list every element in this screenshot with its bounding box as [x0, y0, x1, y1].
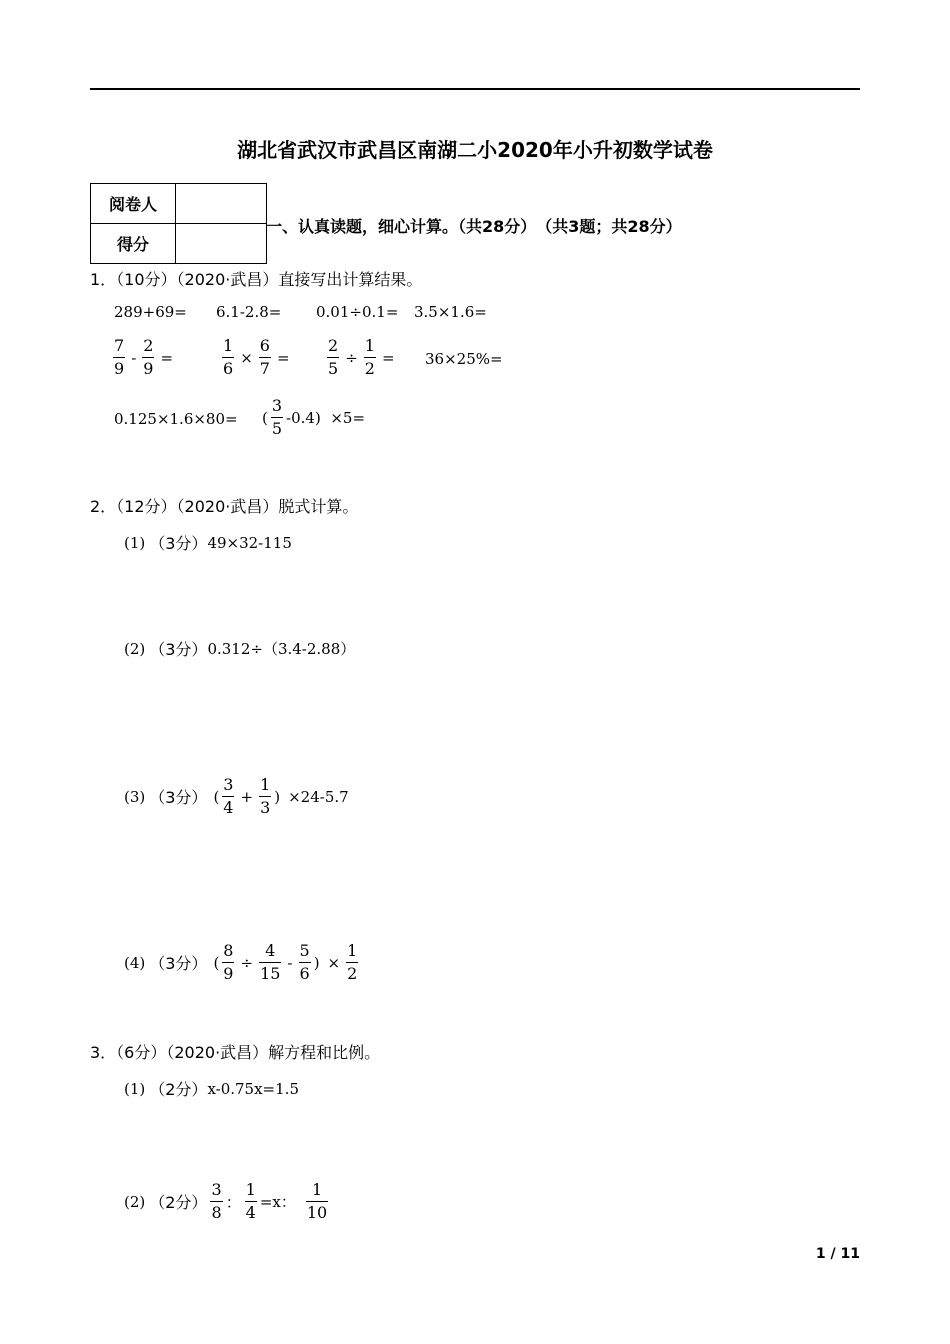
q1-expr-6: $\frac{1}{6}$ × $\frac{6}{7}$ = [223, 336, 290, 378]
q2-part-1: (1) （3分） 49×32-115 [124, 533, 292, 553]
q2-part-4: (4) （3分） ( $\frac{8}{9}$ ÷ $\frac{4}{15}$ - $\frac{5}{6}$ ) × $\frac{1}{2}$ [124, 941, 358, 983]
fraction: $\frac{3}{4}$ [223, 775, 234, 817]
q1-expr-9: 0.125×1.6×80= [114, 410, 238, 428]
reviewer-field[interactable] [176, 184, 267, 224]
score-field[interactable] [176, 224, 267, 264]
fraction: $\frac{1}{3}$ [260, 775, 271, 817]
q1-expr-7: $\frac{2}{5}$ ÷ $\frac{1}{2}$ = [328, 336, 395, 378]
question-1-header: 1．（10分）（2020·武昌）直接写出计算结果。 [90, 270, 423, 289]
fraction: $\frac{1}{4}$ [245, 1180, 256, 1222]
fraction: $\frac{1}{2}$ [364, 336, 375, 378]
q3-part-2: (2) （2分） $\frac{3}{8}$ ： $\frac{1}{4}$ =x： $\frac{1}{10}$ [124, 1180, 328, 1222]
score-table [90, 183, 267, 264]
score-label: 得分 [91, 224, 176, 264]
header-rule [90, 88, 860, 90]
fraction: $\frac{5}{6}$ [299, 941, 310, 983]
fraction: $\frac{4}{15}$ [260, 941, 281, 983]
q1-expr-10: ( $\frac{3}{5}$ -0.4) ×5= [262, 396, 366, 438]
q1-expr-2: 6.1-2.8= [216, 303, 282, 321]
q2-part-2: (2) （3分） 0.312÷（3.4-2.88） [124, 639, 356, 659]
q1-expr-4: 3.5×1.6= [414, 303, 487, 321]
fraction: $\frac{8}{9}$ [223, 941, 234, 983]
q1-expr-3: 0.01÷0.1= [316, 303, 399, 321]
q1-expr-1: 289+69= [114, 303, 187, 321]
question-3-header: 3．（6分）（2020·武昌）解方程和比例。 [90, 1043, 381, 1062]
q3-part-1: (1) （2分） x-0.75x=1.5 [124, 1079, 299, 1099]
fraction: $\frac{2}{9}$ [143, 336, 154, 378]
page-number: 1 / 11 [815, 1246, 860, 1262]
fraction: $\frac{3}{5}$ [271, 396, 283, 438]
section-heading: 一、认真读题，细心计算。（共28分） （共3题；共28分） [266, 217, 682, 236]
fraction: $\frac{1}{6}$ [223, 336, 234, 378]
question-2-header: 2．（12分）（2020·武昌）脱式计算。 [90, 497, 359, 516]
q1-expr-8: 36×25%= [425, 350, 503, 368]
fraction: $\frac{3}{8}$ [211, 1180, 222, 1222]
q2-part-3: (3) （3分） ( $\frac{3}{4}$ + $\frac{1}{3}$ ) ×24-5.7 [124, 775, 349, 817]
fraction: $\frac{6}{7}$ [259, 336, 270, 378]
fraction: $\frac{7}{9}$ [114, 336, 125, 378]
fraction: $\frac{1}{2}$ [347, 941, 358, 983]
exam-title: 湖北省武汉市武昌区南湖二小2020年小升初数学试卷 [237, 138, 713, 162]
reviewer-label: 阅卷人 [91, 184, 176, 224]
fraction: $\frac{2}{5}$ [328, 336, 339, 378]
q1-expr-5: $\frac{7}{9}$ - $\frac{2}{9}$ = [114, 336, 174, 378]
fraction: $\frac{1}{10}$ [306, 1180, 328, 1222]
